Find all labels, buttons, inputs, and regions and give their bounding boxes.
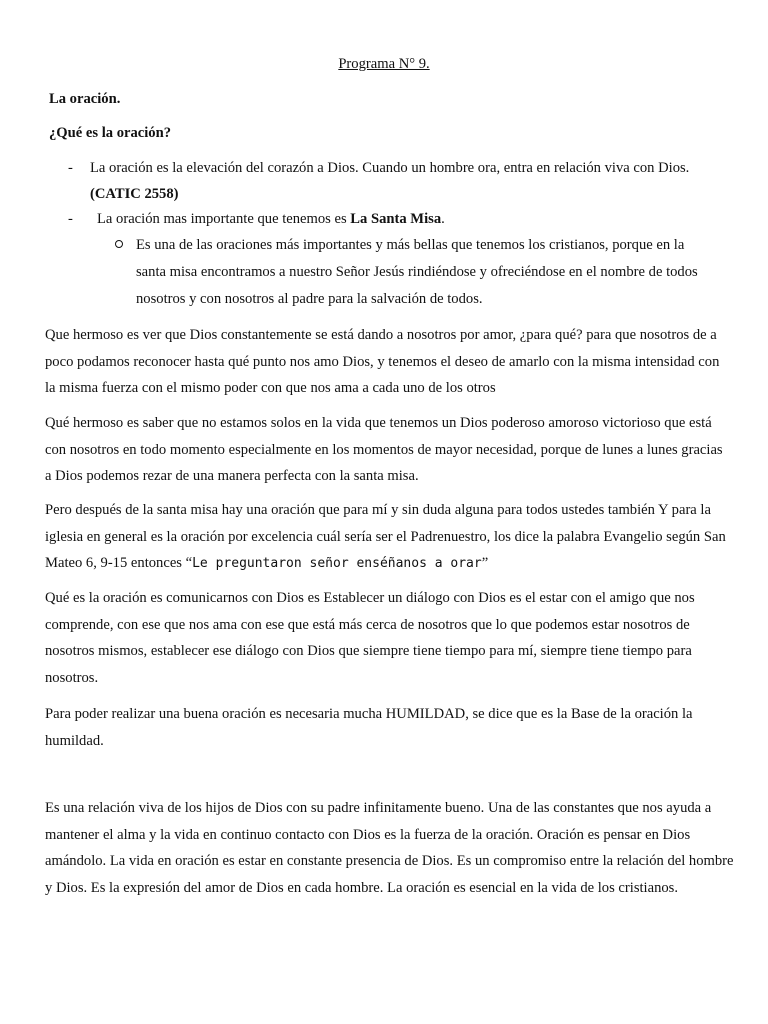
question-heading: ¿Qué es la oración? [49, 125, 172, 141]
list-item-text: La oración mas importante que tenemos es [97, 211, 347, 227]
list-item [68, 155, 738, 207]
gospel-quote: Le preguntaron señor enséñanos a orar [192, 556, 482, 571]
sub-list-item [115, 232, 715, 313]
paragraph-4: Qué es la oración es comunicarnos con Dios es Establecer un diálogo con Dios es el estar con el amigo que nos comprende, con ese que nos ama con ese que está más cerca de nosotros que lo que podemos estar nosotros de nosotros mismos, establecer ese diálogo con Dios que siempre tiene tiempo para mí, siempre tiene tiempo para nosotros. [45, 590, 695, 686]
paragraph-3-text: Pero después de la santa misa hay una oración que para mí y sin duda alguna para todos ustedes también Y para la iglesia en general es la oración por excelencia cuál sería ser el Padrenuestro, los dice la palabra Evangelio según San Mateo 6, 9-15 entonces “ [45, 502, 726, 571]
list-item-end: . [441, 211, 445, 227]
circle-bullet-icon [115, 240, 123, 248]
paragraph-5: Para poder realizar una buena oración es necesaria mucha HUMILDAD, se dice que es la Base de la oración la humildad. [45, 706, 693, 749]
dash-marker: - [68, 160, 73, 176]
document-title: Programa N° 9. [338, 56, 430, 72]
list-item-bold: La Santa Misa [350, 211, 442, 227]
paragraph-6: Es una relación viva de los hijos de Dios con su padre infinitamente bueno. Una de las constantes que nos ayuda a mantener el alma y la vida en continuo contacto con Dios es la fuerza de la oración. Oración es pensar en Dios amándolo. La vida en oración es estar en constante presencia de Dios. Es un compromiso entre la relación del hombre y Dios. Es la expresión del amor de Dios en cada hombre. La oración es esencial en la vida de los cristianos. [45, 800, 734, 896]
paragraph-3 [45, 497, 728, 578]
catechism-reference: (CATIC 2558) [90, 186, 179, 202]
sub-list [115, 232, 715, 313]
list-item [68, 206, 738, 232]
paragraph-3-end: ” [481, 555, 489, 571]
section-heading: La oración. [49, 91, 121, 107]
dash-marker: - [68, 211, 73, 227]
paragraph-2: Qué hermoso es saber que no estamos solos en la vida que tenemos un Dios poderoso amoroso victorioso que está con nosotros en todo momento especialmente en los momentos de mayor necesidad, porque de lunes a lunes gracias a Dios podemos rezar de una manera perfecta con la santa misa. [45, 415, 723, 484]
dash-list-first [68, 155, 738, 207]
sub-list-item-text: Es una de las oraciones más importantes y más bellas que tenemos los cristianos, porque en la santa misa encontramos a nuestro Señor Jesús rindiéndose y ofreciéndose en el nombre de todos nosotros y con nosotros al padre para la salvación de todos. [136, 237, 698, 307]
paragraph-1: Que hermoso es ver que Dios constantemente se está dando a nosotros por amor, ¿para qué? para que nosotros de a poco podamos reconocer hasta qué punto nos amo Dios, y tenemos el deseo de amarlo con la misma intensidad con la misma fuerza con el mismo poder con que nos ama a cada uno de los otros [45, 327, 720, 396]
dash-list-second [68, 206, 738, 232]
list-item-text: La oración es la elevación del corazón a Dios. Cuando un hombre ora, entra en relación viva con Dios. [90, 160, 690, 176]
